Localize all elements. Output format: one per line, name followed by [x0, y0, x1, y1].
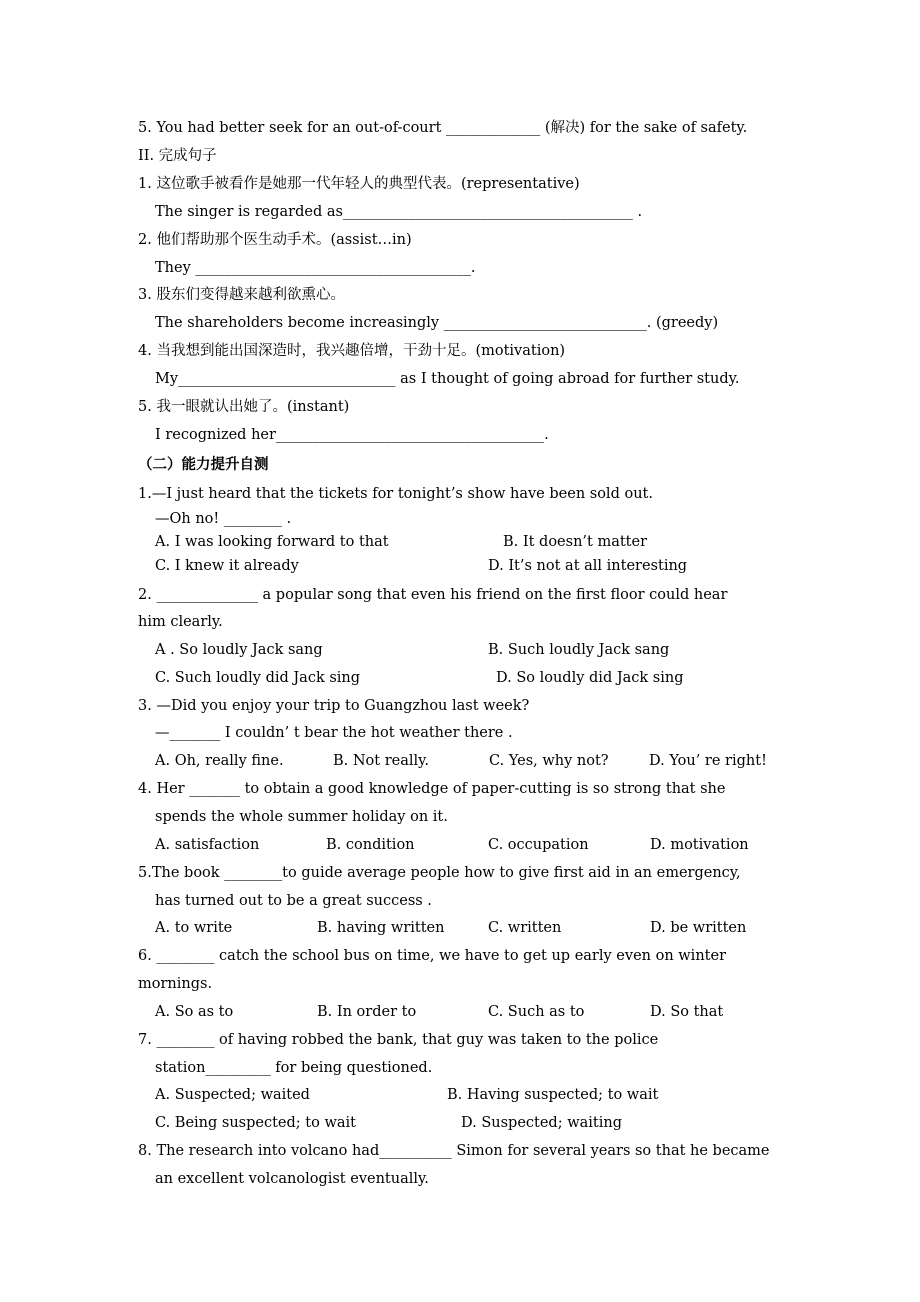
mcq4-stem-cont: spends the whole summer holiday on it.: [155, 809, 448, 825]
mcq5-option-b: B. having written: [317, 920, 445, 936]
mcq1-reply: —Oh no! ________ .: [155, 511, 292, 527]
mcq1-option-b: B. It doesn’t matter: [503, 534, 648, 550]
mcq4-stem: 4. Her _______ to obtain a good knowledge of paper-cutting is so strong that she: [138, 781, 726, 797]
mcq3-option-a: A. Oh, really fine.: [155, 753, 284, 769]
mcq2-option-d: D. So loudly did Jack sing: [496, 670, 684, 686]
mcq3-option-d: D. You’ re right!: [649, 753, 767, 769]
translate-q5-en: I recognized her_____________________________________.: [155, 427, 549, 443]
mcq7-option-c: C. Being suspected; to wait: [155, 1115, 356, 1131]
mcq1-option-d: D. It’s not at all interesting: [488, 558, 688, 574]
translate-q2-cn: 2. 他们帮助那个医生动手术。(assist…in): [138, 232, 412, 248]
mcq6-option-d: D. So that: [650, 1004, 724, 1020]
mcq6-stem: 6. ________ catch the school bus on time, we have to get up early even on winter: [138, 948, 727, 964]
mcq2-option-b: B. Such loudly Jack sang: [488, 642, 670, 658]
mcq3-reply: —_______ I couldn’ t bear the hot weather there .: [155, 725, 513, 741]
translate-q3-en: The shareholders become increasingly ____________________________. (greedy): [155, 315, 719, 331]
mcq4-option-d: D. motivation: [650, 837, 749, 853]
section-title-ability-test: （二）能力提升自测: [138, 457, 269, 473]
translate-q1-en: The singer is regarded as________________________________________ .: [155, 204, 643, 220]
mcq6-option-a: A. So as to: [155, 1004, 234, 1020]
mcq5-stem: 5.The book ________to guide average people how to give first aid in an emergency,: [138, 865, 741, 881]
translate-q4-cn: 4. 当我想到能出国深造时，我兴趣倍增，干劲十足。(motivation): [138, 343, 566, 359]
mcq7-stem: 7. ________ of having robbed the bank, that guy was taken to the police: [138, 1032, 659, 1048]
mcq3-stem: 3. —Did you enjoy your trip to Guangzhou last week?: [138, 698, 530, 714]
mcq4-option-b: B. condition: [326, 837, 415, 853]
mcq1-option-c: C. I knew it already: [155, 558, 299, 574]
mcq6-option-b: B. In order to: [317, 1004, 417, 1020]
translate-q2-en: They ______________________________________.: [155, 260, 476, 276]
mcq5-option-d: D. be written: [650, 920, 747, 936]
translate-q5-cn: 5. 我一眼就认出她了。(instant): [138, 399, 350, 415]
mcq5-option-a: A. to write: [155, 920, 233, 936]
mcq6-option-c: C. Such as to: [488, 1004, 585, 1020]
translate-q4-en: My______________________________ as I thought of going abroad for further study.: [155, 371, 740, 387]
mcq7-option-a: A. Suspected; waited: [155, 1087, 310, 1103]
translate-q3-cn: 3. 股东们变得越来越利欲熏心。: [138, 287, 345, 303]
mcq3-option-b: B. Not really.: [333, 753, 430, 769]
mcq2-stem: 2. ______________ a popular song that even his friend on the first floor could hear: [138, 587, 728, 603]
mcq8-stem-cont: an excellent volcanologist eventually.: [155, 1171, 429, 1187]
mcq2-option-a: A . So loudly Jack sang: [155, 642, 323, 658]
mcq5-stem-cont: has turned out to be a great success .: [155, 893, 432, 909]
mcq7-option-d: D. Suspected; waiting: [461, 1115, 622, 1131]
mcq7-stem-cont: station_________ for being questioned.: [155, 1060, 433, 1076]
mcq1-option-a: A. I was looking forward to that: [155, 534, 389, 550]
mcq6-stem-cont: mornings.: [138, 976, 213, 992]
mcq2-option-c: C. Such loudly did Jack sing: [155, 670, 361, 686]
translate-q1-cn: 1. 这位歌手被看作是她那一代年轻人的典型代表。(representative): [138, 176, 580, 192]
fill-blank-q5: 5. You had better seek for an out-of-court _____________ (解决) for the sake of safety.: [138, 120, 748, 136]
mcq8-stem: 8. The research into volcano had__________ Simon for several years so that he became: [138, 1143, 770, 1159]
section-title-part2: II. 完成句子: [138, 148, 217, 164]
mcq4-option-a: A. satisfaction: [155, 837, 260, 853]
mcq2-stem-cont: him clearly.: [138, 614, 223, 630]
mcq3-option-c: C. Yes, why not?: [489, 753, 609, 769]
mcq5-option-c: C. written: [488, 920, 562, 936]
mcq1-stem: 1.—I just heard that the tickets for tonight’s show have been sold out.: [138, 486, 653, 502]
mcq7-option-b: B. Having suspected; to wait: [447, 1087, 659, 1103]
mcq4-option-c: C. occupation: [488, 837, 589, 853]
